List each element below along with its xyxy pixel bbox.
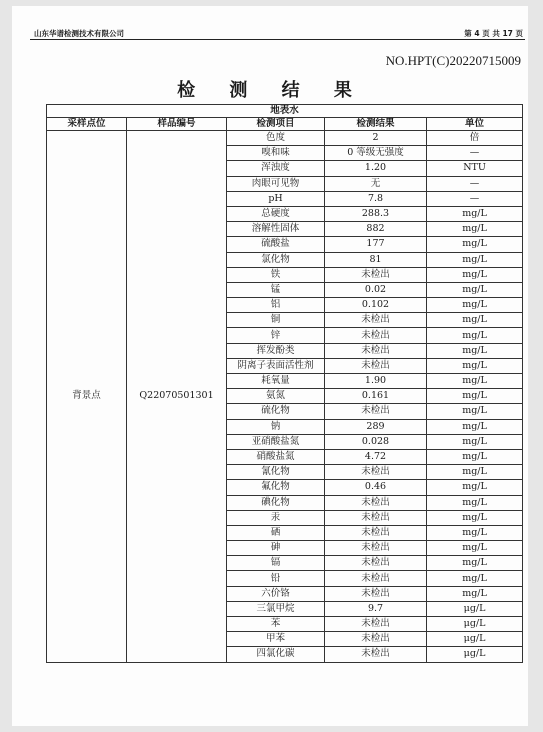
test-result-cell: 未检出 <box>325 267 427 282</box>
unit-cell: mg/L <box>427 404 523 419</box>
test-result-cell: 未检出 <box>325 586 427 601</box>
test-result-cell: 未检出 <box>325 465 427 480</box>
test-item-cell: 耗氧量 <box>227 374 325 389</box>
test-result-cell: 未检出 <box>325 328 427 343</box>
unit-cell: — <box>427 146 523 161</box>
page-info: 第 4 页 共 17 页 <box>464 29 523 38</box>
unit-cell: 倍 <box>427 131 523 146</box>
test-item-cell: 挥发酚类 <box>227 343 325 358</box>
test-result-cell: 未检出 <box>325 404 427 419</box>
unit-cell: mg/L <box>427 449 523 464</box>
unit-cell: mg/L <box>427 374 523 389</box>
test-item-cell: 碘化物 <box>227 495 325 510</box>
test-result-cell: 0.102 <box>325 298 427 313</box>
test-result-cell: 1.90 <box>325 374 427 389</box>
test-item-cell: 钠 <box>227 419 325 434</box>
test-result-cell: 882 <box>325 222 427 237</box>
test-result-cell: 0.46 <box>325 480 427 495</box>
unit-cell: — <box>427 191 523 206</box>
unit-cell: mg/L <box>427 434 523 449</box>
test-result-cell: 未检出 <box>325 556 427 571</box>
test-item-cell: pH <box>227 191 325 206</box>
test-item-cell: 硫酸盐 <box>227 237 325 252</box>
unit-cell: — <box>427 176 523 191</box>
unit-cell: mg/L <box>427 525 523 540</box>
sample-number-cell: Q22070501301 <box>127 131 227 663</box>
test-item-cell: 硫化物 <box>227 404 325 419</box>
unit-cell: mg/L <box>427 206 523 221</box>
results-table <box>46 104 523 663</box>
unit-cell: mg/L <box>427 252 523 267</box>
test-result-cell: 未检出 <box>325 343 427 358</box>
unit-cell: mg/L <box>427 556 523 571</box>
unit-cell: μg/L <box>427 617 523 632</box>
header-divider <box>30 39 525 40</box>
test-item-cell: 砷 <box>227 541 325 556</box>
test-item-cell: 三氯甲烷 <box>227 601 325 616</box>
unit-cell: mg/L <box>427 389 523 404</box>
test-item-cell: 苯 <box>227 617 325 632</box>
column-header: 检测结果 <box>325 118 427 131</box>
test-result-cell: 无 <box>325 176 427 191</box>
test-result-cell: 未检出 <box>325 571 427 586</box>
column-header: 采样点位 <box>47 118 127 131</box>
table-row <box>47 131 523 146</box>
test-result-cell: 81 <box>325 252 427 267</box>
company-name: 山东华谱检测技术有限公司 <box>34 29 124 38</box>
test-item-cell: 四氯化碳 <box>227 647 325 662</box>
test-item-cell: 甲苯 <box>227 632 325 647</box>
test-result-cell: 未检出 <box>325 525 427 540</box>
unit-cell: mg/L <box>427 267 523 282</box>
test-result-cell: 0.028 <box>325 434 427 449</box>
test-item-cell: 铁 <box>227 267 325 282</box>
column-header: 样品编号 <box>127 118 227 131</box>
test-item-cell: 溶解性固体 <box>227 222 325 237</box>
column-header: 单位 <box>427 118 523 131</box>
unit-cell: mg/L <box>427 343 523 358</box>
unit-cell: mg/L <box>427 510 523 525</box>
test-item-cell: 汞 <box>227 510 325 525</box>
unit-cell: mg/L <box>427 495 523 510</box>
unit-cell: mg/L <box>427 541 523 556</box>
test-result-cell: 0.02 <box>325 282 427 297</box>
test-item-cell: 氟化物 <box>227 480 325 495</box>
unit-cell: mg/L <box>427 222 523 237</box>
unit-cell: mg/L <box>427 586 523 601</box>
test-item-cell: 亚硝酸盐氮 <box>227 434 325 449</box>
test-item-cell: 总硬度 <box>227 206 325 221</box>
unit-cell: mg/L <box>427 419 523 434</box>
test-result-cell: 未检出 <box>325 617 427 632</box>
test-item-cell: 六价铬 <box>227 586 325 601</box>
test-item-cell: 阴离子表面活性剂 <box>227 358 325 373</box>
test-result-cell: 0.161 <box>325 389 427 404</box>
test-result-cell: 未检出 <box>325 541 427 556</box>
test-item-cell: 锰 <box>227 282 325 297</box>
test-result-cell: 7.8 <box>325 191 427 206</box>
unit-cell: mg/L <box>427 571 523 586</box>
column-header: 检测项目 <box>227 118 325 131</box>
test-item-cell: 硒 <box>227 525 325 540</box>
unit-cell: mg/L <box>427 282 523 297</box>
unit-cell: mg/L <box>427 313 523 328</box>
report-number: NO.HPT(C)20220715009 <box>385 53 521 68</box>
test-result-cell: 4.72 <box>325 449 427 464</box>
test-result-cell: 未检出 <box>325 510 427 525</box>
test-result-cell: 未检出 <box>325 495 427 510</box>
test-result-cell: 未检出 <box>325 358 427 373</box>
test-result-cell: 2 <box>325 131 427 146</box>
unit-cell: NTU <box>427 161 523 176</box>
test-result-cell: 0 等级无强度 <box>325 146 427 161</box>
column-header-row <box>47 118 523 131</box>
test-result-cell: 1.20 <box>325 161 427 176</box>
test-result-cell: 288.3 <box>325 206 427 221</box>
unit-cell: mg/L <box>427 358 523 373</box>
test-item-cell: 锌 <box>227 328 325 343</box>
unit-cell: mg/L <box>427 237 523 252</box>
test-item-cell: 嗅和味 <box>227 146 325 161</box>
group-header: 地表水 <box>47 105 523 118</box>
unit-cell: mg/L <box>427 480 523 495</box>
unit-cell: mg/L <box>427 298 523 313</box>
test-item-cell: 氨氮 <box>227 389 325 404</box>
test-item-cell: 铜 <box>227 313 325 328</box>
test-item-cell: 铝 <box>227 298 325 313</box>
test-item-cell: 硝酸盐氮 <box>227 449 325 464</box>
unit-cell: μg/L <box>427 647 523 662</box>
test-result-cell: 未检出 <box>325 647 427 662</box>
test-result-cell: 177 <box>325 237 427 252</box>
test-item-cell: 氯化物 <box>227 252 325 267</box>
test-result-cell: 289 <box>325 419 427 434</box>
page-title: 检 测 结 果 <box>177 80 366 101</box>
test-item-cell: 镉 <box>227 556 325 571</box>
test-item-cell: 氰化物 <box>227 465 325 480</box>
unit-cell: mg/L <box>427 465 523 480</box>
test-result-cell: 9.7 <box>325 601 427 616</box>
unit-cell: μg/L <box>427 601 523 616</box>
test-item-cell: 肉眼可见物 <box>227 176 325 191</box>
sampling-point-cell: 背景点 <box>47 131 127 663</box>
test-item-cell: 铅 <box>227 571 325 586</box>
test-result-cell: 未检出 <box>325 313 427 328</box>
test-result-cell: 未检出 <box>325 632 427 647</box>
unit-cell: mg/L <box>427 328 523 343</box>
unit-cell: μg/L <box>427 632 523 647</box>
test-item-cell: 浑浊度 <box>227 161 325 176</box>
test-item-cell: 色度 <box>227 131 325 146</box>
